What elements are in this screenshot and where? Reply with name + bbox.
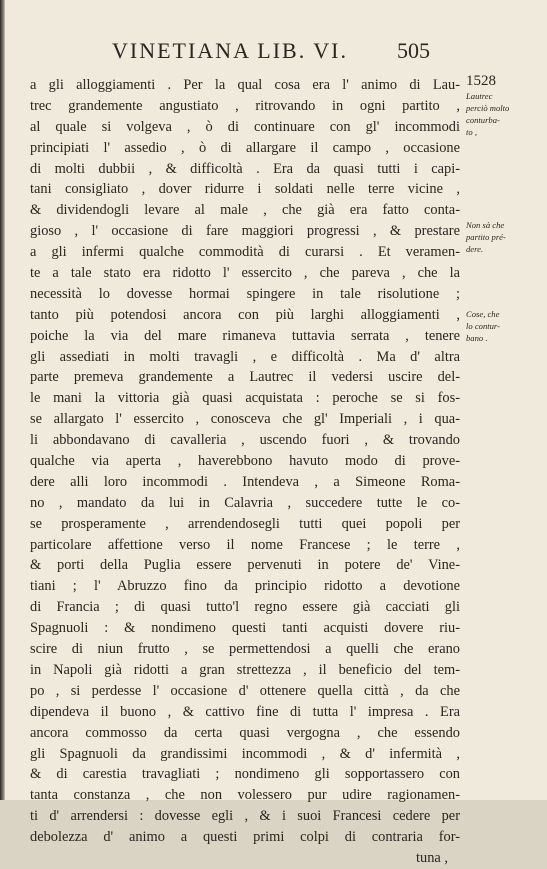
text-line: & di carestia travagliati ; nondimeno gli sopportassero con: [30, 766, 460, 783]
text-line: parte premeva grandemente a Lautrec il vedersi uscire del-: [30, 369, 460, 386]
text-line: po , si perdesse l' occasione d' ottenere quella città , da che: [30, 682, 460, 699]
text-line: se prosperamente , arrendendosegli tutti quei popoli per: [30, 515, 460, 532]
text-line: a gli infermi qualche commodità di curarsi . Et veramen-: [30, 244, 460, 261]
text-line: debolezza d' animo a questi primi colpi di contraria for-: [30, 829, 460, 846]
text-line: tiani ; l' Abruzzo fino da principio ridotto a devotione: [30, 578, 460, 595]
text-line: poiche la via del mare rimaneva tuttavia serrata , tenere: [30, 327, 460, 344]
text-line: ti d' arrendersi : dovesse egli , & i suoi Francesi cedere per: [30, 808, 460, 825]
text-line: qualche via aperta , haverebbono havuto modo di prove-: [30, 453, 460, 470]
text-line: al quale si volgeva , ò di continuare con gl' incommodi: [30, 118, 460, 135]
text-line: necessità lo dovesse hormai spingere in tale risolutione ;: [30, 285, 460, 302]
margin-note: Non sà che partito pré- dere.: [466, 220, 506, 254]
margin-year: [466, 72, 536, 138]
text-line: principiati l' assedio , ò di allargare il campo , occasione: [30, 139, 460, 156]
text-line: trec grandemente angustiato , ritrovando in ogni partito ,: [30, 97, 460, 114]
text-line: scire di niun frutto , se permettendosi a quelli che erano: [30, 641, 460, 658]
text-line: ancora commosso da certa quasi vergogna , che essendo: [30, 724, 460, 741]
text-line: tanto più potendosi ancora con più larghi alloggiamenti ,: [30, 306, 460, 323]
page-header: [0, 38, 547, 68]
text-line: & porti della Puglia essere pervenuti in potere de' Vine-: [30, 557, 460, 574]
text-line: & dividendogli levare al male , che già era fatto conta-: [30, 202, 460, 219]
text-line: gioso , l' occasione di fare maggiori progressi , & prestare: [30, 223, 460, 240]
text-line: dere alli loro incommodi . Intendeva , a Simeone Roma-: [30, 473, 460, 490]
margin-note: Lautrec perciò molto conturba- to ,: [466, 91, 510, 137]
margin-note: Cose, che lo contur- bano .: [466, 309, 500, 343]
book-gutter-shadow: [0, 0, 5, 800]
text-line: tuna ,: [416, 849, 448, 866]
text-line: di Francia ; di quasi tutto'l regno essere già cacciati gli: [30, 599, 460, 616]
text-line: gli Spagnuoli da grandissimi incommodi , & d' infermità ,: [30, 745, 460, 762]
text-line: te a tale stato era ridotto l' essercito , che pareva , che la: [30, 265, 460, 282]
text-line: a gli alloggiamenti . Per la qual cosa era l' animo di Lau-: [30, 77, 460, 93]
margin-note-block: [466, 219, 536, 255]
year-note: 1528: [466, 73, 496, 89]
text-line: no , mandato da lui in Calavria , succedere tutte le co-: [30, 494, 460, 511]
margin-note-block: [466, 308, 536, 344]
text-line: Spagnuoli : & nondimeno questi tanti acquisti dovere riu-: [30, 620, 460, 637]
text-line: in Napoli già ridotti a gran strettezza , il beneficio del tem-: [30, 661, 460, 678]
text-line: dipendeva il buono , & cattivo fine di tutta l' impresa . Era: [30, 703, 460, 720]
running-title: VINETIANA LIB. VI.: [112, 38, 349, 63]
text-line: tanta constanza , che non volessero pur udire ragionamen-: [30, 787, 460, 804]
text-line: le mani la vittoria già quasi acquistata : peroche se si fos-: [30, 390, 460, 407]
text-line: di molti dubbii , & difficoltà . Era da quasi tutti i capi-: [30, 160, 460, 177]
text-line: li abbondavano di cavalleria , uscendo fuori , & trovando: [30, 432, 460, 449]
text-line: particolare affettione verso il nome Francese ; le terre ,: [30, 536, 460, 553]
text-line: gli assediati in molti travagli , e difficoltà . Ma d' altra: [30, 348, 460, 365]
body-text: [30, 75, 460, 869]
text-line: se allargato l' essercito , conosceva che gl' Imperiali , i qua-: [30, 411, 460, 428]
text-line: tani consigliato , dover ridurre i soldati nelle terre vicine ,: [30, 181, 460, 198]
page-number: 505: [397, 38, 430, 63]
